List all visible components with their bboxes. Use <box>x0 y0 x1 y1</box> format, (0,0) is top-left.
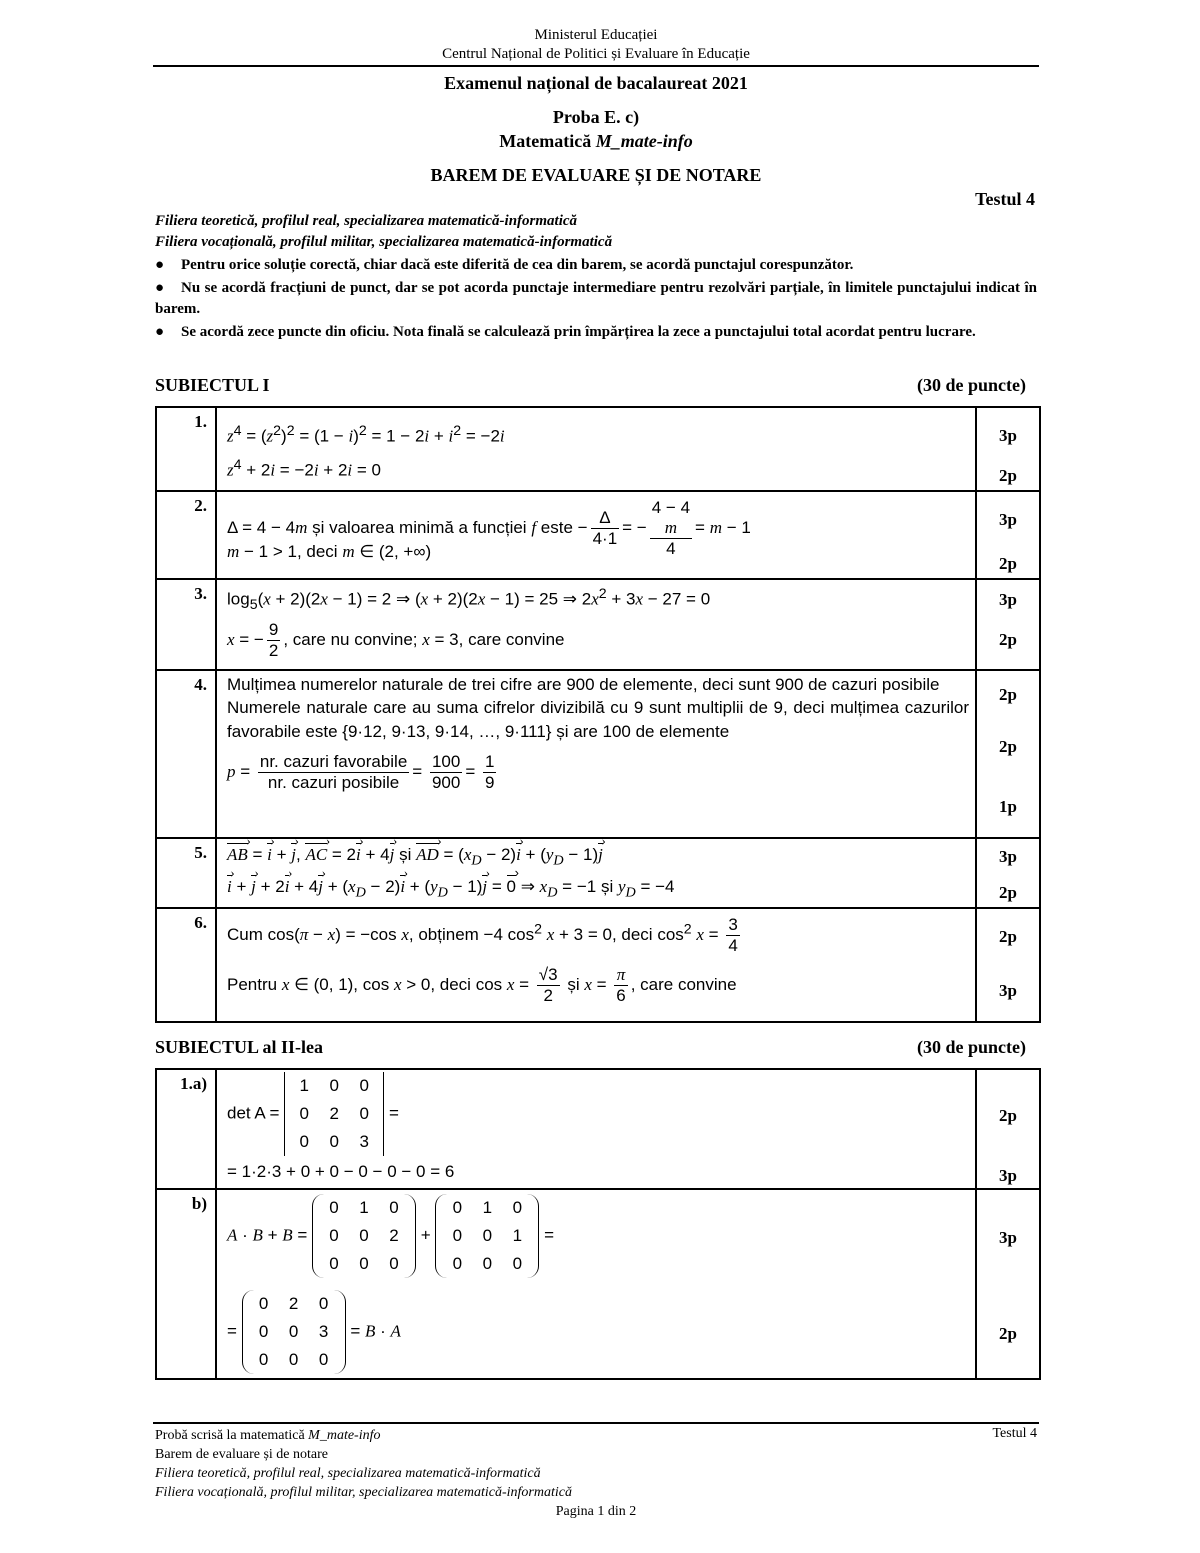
item-solution <box>216 908 976 1022</box>
item-number: 4. <box>156 670 216 838</box>
item-points: 2p 2p 1p <box>976 670 1040 838</box>
subiect-2-table <box>155 1068 1041 1380</box>
note-2: ● Nu se acordă fracțiuni de punct, dar se pot acorda punctaje intermediare pentru rezolvări parțiale, în limitele punctajului indicat în barem. <box>155 280 1037 317</box>
item-number: 1.a) <box>156 1069 216 1189</box>
filiera-vocationala: Filiera vocațională, profilul militar, specializarea matematică-informatică <box>155 234 613 250</box>
subiect-1-table <box>155 406 1041 1023</box>
matrix-AB: 0 1 0 0 0 2 0 0 0 <box>312 1194 416 1278</box>
item-number: b) <box>156 1189 216 1379</box>
item-solution <box>216 838 976 908</box>
item-points: 2p 3p <box>976 908 1040 1022</box>
subiect-1-title: SUBIECTUL I <box>155 375 270 395</box>
proba-title: Proba E. c) <box>552 107 640 127</box>
item-6-row <box>156 908 1040 1022</box>
exam-title: Examenul național de bacalaureat 2021 <box>444 73 748 93</box>
solution-line: = 1·2·3 + 0 + 0 − 0 − 0 − 0 = 6 <box>227 1162 455 1181</box>
footer-rule <box>153 1422 1039 1424</box>
solution-line: $z^4 = (z^2)^2 = (1 - i)^2 = 1 - 2i + i^2 = -2i$ <box>227 423 505 446</box>
solution-line: p = $\frac{\text{nr. cazuri favorabile}}{\text{nr. cazuri posibile}}$ = $\frac{100}{900}$ = $\frac{1}{9}$ <box>227 752 495 792</box>
subiect-2-title: SUBIECTUL al II-lea <box>155 1037 324 1057</box>
footer-line-4: Filiera vocațională, profilul militar, specializarea matematică-informatică <box>155 1485 572 1500</box>
item-4-row <box>156 670 1040 838</box>
footer-line-1: Probă scrisă la matematică M_mate-info <box>155 1428 381 1443</box>
footer-page-number: Pagina 1 din 2 <box>555 1504 637 1519</box>
matrix-A-det: 1 0 0 0 2 0 0 0 3 <box>284 1072 384 1156</box>
item-solution <box>216 1189 976 1379</box>
subject-title: Matematică M_mate-info <box>499 131 693 151</box>
note-1: ● Pentru orice soluție corectă, chiar dacă este diferită de cea din barem, se acordă punctajul corespunzător. <box>155 257 854 273</box>
footer-line-2: Barem de evaluare și de notare <box>155 1447 328 1462</box>
item-1-row <box>156 407 1040 491</box>
header-rule <box>153 65 1039 67</box>
solution-line: det A = 1 0 0 0 2 0 0 0 3 = <box>217 1072 975 1162</box>
solution-line: = 0 2 0 0 0 3 0 0 0 = B · A <box>217 1290 975 1374</box>
item-points: 2p 3p <box>976 1069 1040 1189</box>
item-5-row <box>156 838 1040 908</box>
subiect-2-points: (30 de puncte) <box>917 1037 1026 1057</box>
solution-line: Numerele naturale care au suma cifrelor divizibilă cu 9 sunt multiplii de 9, deci mulțimea cazurilor favorabile este {9·12, 9·13, 9·14, …, 9·111} și are 100 de elemente <box>227 698 969 741</box>
solution-line: Δ = 4 − 4m și valoarea minimă a funcției f este − $\frac{\Delta}{4\cdot 1}$ = − 4 − 4 m 4 = m − 1 <box>227 498 751 558</box>
solution-line: A · B + B = 0 1 0 0 0 2 0 0 0 + 0 1 0 0 0 1 0 0 0 = <box>217 1194 975 1290</box>
solution-line: $\log_5(x + 2)(2x - 1) = 2$ ⇒ (x + 2)(2x − 1) = 25 ⇒ $2x^2 + 3x - 27 = 0$ <box>227 586 711 614</box>
solution-line: Pentru x ∈ (0, 1), cos x > 0, deci cos x = $\frac{√3}{2}$ și x = $\frac{\pi}{6}$ , care convine <box>227 965 737 1005</box>
ministry-name: Ministerul Educației <box>534 27 658 43</box>
solution-line: AB › = i › + j ›, AC › = 2i › + 4j › și AD › = $(x_D - 2)i$ › + $(y_D - 1)j$ › <box>217 845 975 877</box>
barem-title: BAREM DE EVALUARE ȘI DE NOTARE <box>430 165 762 185</box>
solution-line: $z^4 + 2i = -2i + 2i = 0$ <box>227 457 381 480</box>
solution-line: x = − $\frac{9}{2}$ , care nu convine; x = 3, care convine <box>227 620 565 660</box>
item-points: 3p 2p <box>976 579 1040 670</box>
note-3: ● Se acordă zece puncte din oficiu. Nota finală se calculează prin împărțirea la zece a punctajului total acordat pentru lucrare. <box>155 324 976 340</box>
item-number: 6. <box>156 908 216 1022</box>
filiera-teoretica: Filiera teoretică, profilul real, specializarea matematică-informatică <box>155 213 578 229</box>
item-3-row <box>156 579 1040 670</box>
item-2-row <box>156 491 1040 579</box>
footer-test: Testul 4 <box>992 1426 1037 1441</box>
item-1b-row <box>156 1189 1040 1379</box>
item-solution <box>216 491 976 579</box>
footer-line-3: Filiera teoretică, profilul real, specializarea matematică-informatică <box>155 1466 541 1481</box>
solution-line: Cum cos(π − x) = −cos x, obținem −4 $\cos^2 x + 3 = 0$, deci $\cos^2 x$ = $\frac{3}{4}$ <box>227 915 738 955</box>
item-points: 3p 2p <box>976 491 1040 579</box>
center-name: Centrul Național de Politici și Evaluare în Educație <box>442 46 750 62</box>
test-label: Testul 4 <box>975 189 1035 209</box>
solution-line: i › + j › + 2i › + 4j › + $(x_D - 2)i$ › + $(y_D - 1)j$ › = 0 › ⇒ $x_D = -1$ și $y_D = -4$ <box>217 877 975 901</box>
matrix-B: 0 1 0 0 0 1 0 0 0 <box>435 1194 539 1278</box>
item-number: 2. <box>156 491 216 579</box>
item-solution <box>216 670 976 838</box>
item-solution <box>216 1069 976 1189</box>
solution-line: Mulțimea numerelor naturale de trei cifre are 900 de elemente, deci sunt 900 de cazuri posibile <box>227 675 940 694</box>
item-points: 3p 2p <box>976 838 1040 908</box>
item-points: 3p 2p <box>976 1189 1040 1379</box>
item-solution <box>216 579 976 670</box>
item-solution <box>216 407 976 491</box>
item-number: 5. <box>156 838 216 908</box>
matrix-result: 0 2 0 0 0 3 0 0 0 <box>242 1290 346 1374</box>
item-number: 3. <box>156 579 216 670</box>
item-points: 3p 2p <box>976 407 1040 491</box>
item-1a-row <box>156 1069 1040 1189</box>
subiect-1-points: (30 de puncte) <box>917 375 1026 395</box>
solution-line: m − 1 > 1, deci m ∈ (2, +∞) <box>227 542 432 561</box>
item-number: 1. <box>156 407 216 491</box>
